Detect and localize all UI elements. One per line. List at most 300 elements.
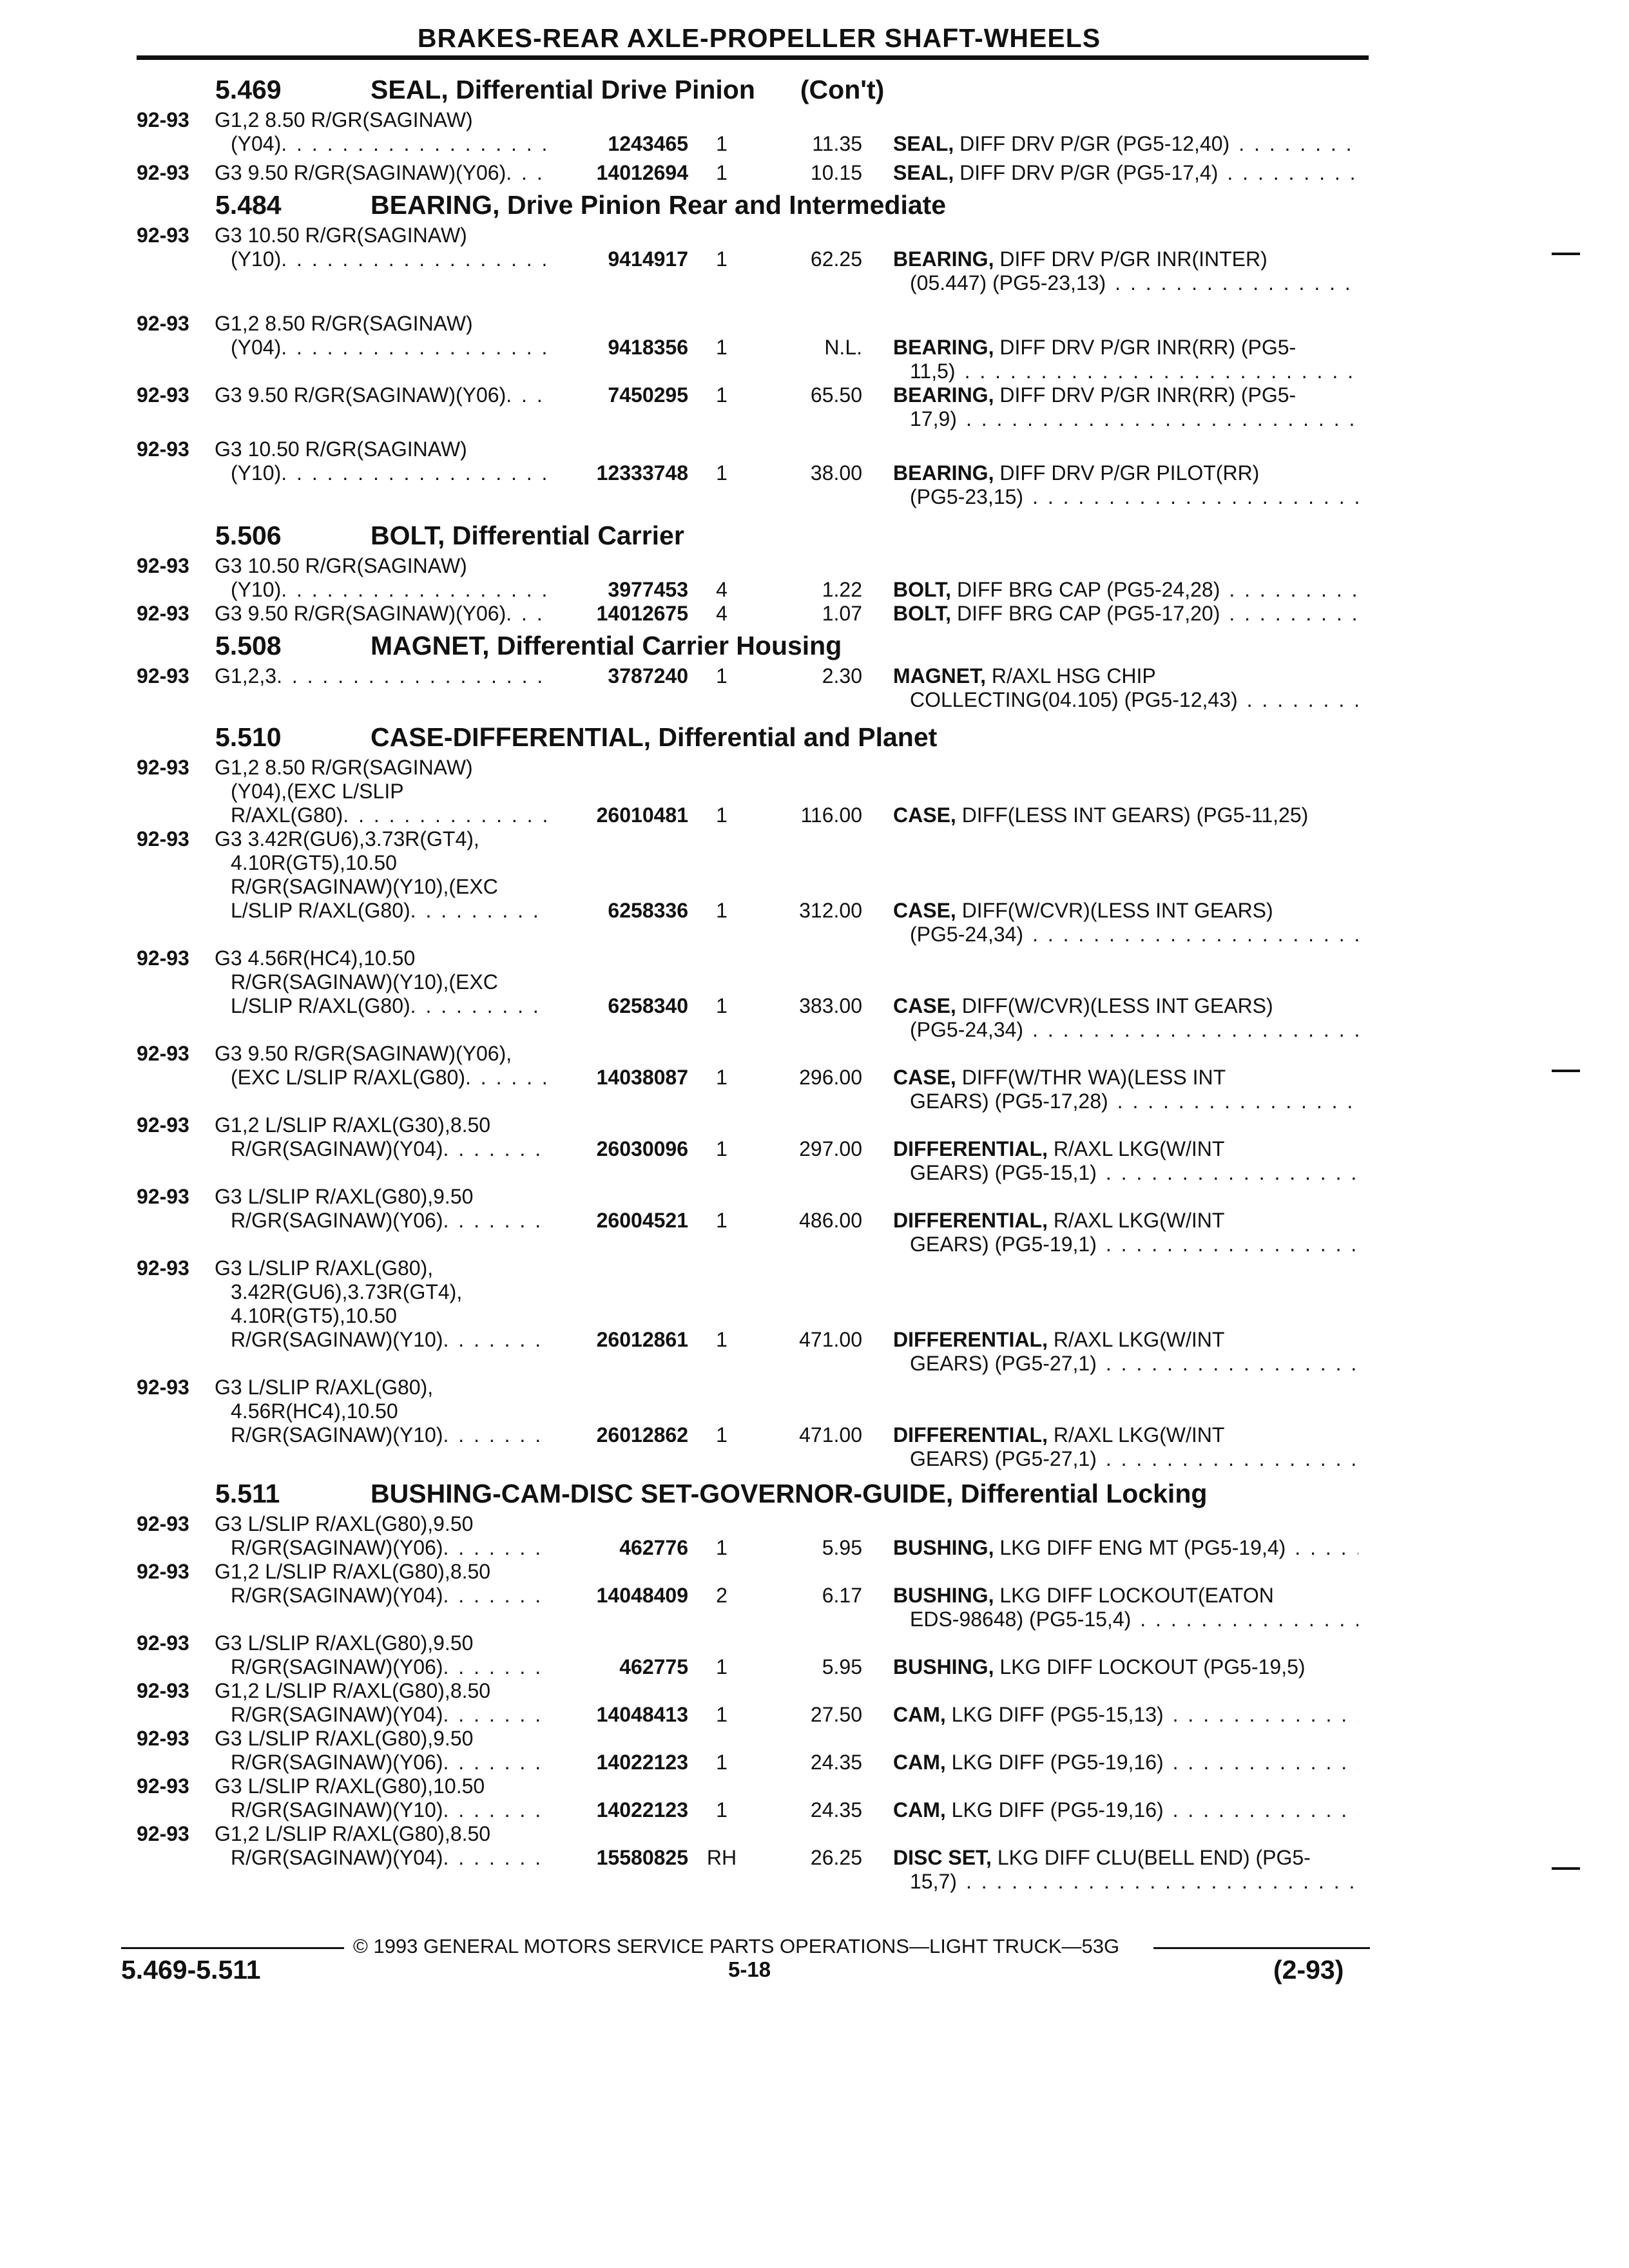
part-keyword: CASE, <box>893 899 956 922</box>
application-line-last <box>215 1209 550 1233</box>
page-header-title: BRAKES-REAR AXLE-PROPELLER SHAFT-WHEELS <box>417 23 1101 53</box>
part-keyword: BOLT, <box>893 602 952 625</box>
model-years: 92-93 <box>137 602 189 625</box>
leader-dots <box>1164 1798 1358 1822</box>
part-number: 3977453 <box>608 578 688 601</box>
leader-dots <box>1097 1233 1358 1256</box>
leader-dots <box>443 1328 550 1352</box>
part-description-text: LKG DIFF LOCKOUT (PG5-19,5) <box>999 1655 1306 1678</box>
part-description-text: 15,7) <box>910 1870 957 1893</box>
parts-entry <box>0 1042 1629 1113</box>
part-number: 26004521 <box>596 1209 688 1232</box>
part-description-text: 17,9) <box>910 407 957 430</box>
model-years: 92-93 <box>137 1512 189 1535</box>
leader-dots <box>443 1584 550 1608</box>
application-line: (Y10) <box>231 247 282 271</box>
price: 65.50 <box>810 383 862 407</box>
part-description-text: (PG5-23,15) <box>910 485 1024 508</box>
application-line-last <box>215 602 550 626</box>
parts-entry <box>0 108 1629 161</box>
part-description-text: LKG DIFF CLU(BELL END) (PG5- <box>997 1846 1311 1869</box>
part-keyword: DIFFERENTIAL, <box>893 1209 1048 1232</box>
leader-dots <box>1220 602 1358 626</box>
price: 62.25 <box>810 247 862 271</box>
part-number: 6258336 <box>608 899 688 922</box>
part-keyword: BEARING, <box>893 247 994 271</box>
part-number: 26010481 <box>596 803 688 827</box>
part-description <box>893 461 1358 509</box>
application-line: R/GR(SAGINAW)(Y10) <box>231 1423 443 1446</box>
application-description <box>215 1560 550 1608</box>
part-keyword: CAM, <box>893 1751 946 1774</box>
parts-entry <box>0 1822 1629 1894</box>
application-line-last <box>215 994 550 1018</box>
leader-dots <box>1238 688 1358 712</box>
part-keyword: CASE, <box>893 803 956 827</box>
parts-entry <box>0 1679 1629 1727</box>
part-number: 462775 <box>619 1655 688 1678</box>
parts-entry <box>0 1256 1629 1376</box>
application-description <box>215 224 550 271</box>
model-years: 92-93 <box>137 1113 189 1137</box>
leader-dots <box>957 407 1358 431</box>
price: 471.00 <box>799 1423 862 1446</box>
leader-dots <box>506 161 550 185</box>
application-line: G3 10.50 R/GR(SAGINAW) <box>215 554 467 577</box>
model-years: 92-93 <box>137 1631 189 1655</box>
price: 27.50 <box>810 1703 862 1726</box>
part-description <box>893 578 1358 602</box>
price: 5.95 <box>822 1536 862 1559</box>
page-range: 5.469-5.511 <box>121 1955 261 1984</box>
part-description-line <box>893 1536 1358 1560</box>
part-description <box>893 803 1358 827</box>
application-line-last <box>215 461 550 485</box>
parts-entry <box>0 1512 1629 1560</box>
part-description-line <box>893 1798 1358 1822</box>
application-description <box>215 827 550 923</box>
part-number: 14022123 <box>596 1798 688 1821</box>
part-description-line <box>893 1447 1358 1471</box>
application-description <box>215 383 550 407</box>
part-description-line <box>893 1423 1358 1447</box>
model-years: 92-93 <box>137 1727 189 1750</box>
application-line-last <box>215 803 550 827</box>
section-number: 5.511 <box>215 1479 280 1508</box>
application-line: G3 10.50 R/GR(SAGINAW) <box>215 224 467 247</box>
model-years: 92-93 <box>137 1185 189 1208</box>
part-description-text: R/AXL LKG(W/INT <box>1053 1328 1225 1351</box>
application-description <box>215 312 550 360</box>
part-description <box>893 1536 1358 1560</box>
application-line: G3 9.50 R/GR(SAGINAW)(Y06) <box>215 161 506 184</box>
part-description-line <box>893 1352 1358 1376</box>
revision-date: (2-93) <box>1273 1955 1344 1984</box>
price: 10.15 <box>810 161 862 184</box>
leader-dots <box>281 247 550 271</box>
application-line: 3.42R(GU6),3.73R(GT4), <box>231 1280 463 1303</box>
parts-entry <box>0 1560 1629 1631</box>
application-description <box>215 437 550 485</box>
part-number: 14038087 <box>596 1066 688 1089</box>
part-description-text: (PG5-24,34) <box>910 1018 1024 1041</box>
application-description <box>215 1185 550 1233</box>
parts-entry <box>0 224 1629 312</box>
parts-entry <box>0 312 1629 383</box>
part-description-line <box>893 1233 1358 1256</box>
quantity: 1 <box>716 1703 728 1726</box>
application-line: G3 9.50 R/GR(SAGINAW)(Y06), <box>215 1042 512 1065</box>
section-title <box>371 75 884 105</box>
part-number: 26030096 <box>596 1137 688 1160</box>
part-number: 462776 <box>619 1536 688 1559</box>
part-number: 15580825 <box>596 1846 688 1869</box>
leader-dots <box>281 578 550 602</box>
part-description-text: LKG DIFF (PG5-19,16) <box>951 1798 1164 1821</box>
section-number: 5.469 <box>215 75 282 104</box>
part-keyword: SEAL, <box>893 161 954 184</box>
parts-entry <box>0 1113 1629 1185</box>
section-heading <box>0 517 1629 554</box>
part-description-text: LKG DIFF (PG5-15,13) <box>951 1703 1164 1726</box>
quantity: 1 <box>716 1751 728 1774</box>
quantity: 1 <box>716 1328 728 1351</box>
part-keyword: CAM, <box>893 1703 946 1726</box>
model-years: 92-93 <box>137 1822 189 1845</box>
part-description-text: DIFF DRV P/GR INR(RR) (PG5- <box>999 383 1296 407</box>
part-description-text: EDS-98648) (PG5-15,4) <box>910 1608 1132 1631</box>
part-number: 9414917 <box>608 247 688 271</box>
application-line-last <box>215 1423 550 1447</box>
application-line: G1,2 L/SLIP R/AXL(G30),8.50 <box>215 1113 491 1137</box>
application-line-last <box>215 1798 550 1822</box>
footer-rule-right <box>1153 1947 1370 1949</box>
price: N.L. <box>824 336 862 359</box>
part-description <box>893 1655 1358 1679</box>
part-keyword: BUSHING, <box>893 1536 994 1559</box>
part-description-line <box>893 247 1358 271</box>
application-description <box>215 664 550 688</box>
model-years: 92-93 <box>137 1376 189 1399</box>
application-line: G3 L/SLIP R/AXL(G80),9.50 <box>215 1185 474 1208</box>
part-description <box>893 383 1358 431</box>
leader-dots <box>1131 1608 1358 1631</box>
part-description <box>893 1137 1358 1185</box>
application-description <box>215 1727 550 1774</box>
part-description <box>893 1584 1358 1631</box>
application-line: G1,2 L/SLIP R/AXL(G80),8.50 <box>215 1679 491 1702</box>
section-title <box>371 190 946 220</box>
application-line-last <box>215 1536 550 1560</box>
part-description-text: DIFF DRV P/GR (PG5-12,40) <box>959 132 1230 155</box>
leader-dots <box>281 461 550 485</box>
quantity: 1 <box>716 1798 728 1821</box>
model-years: 92-93 <box>137 554 189 577</box>
header-rule <box>137 55 1369 60</box>
leader-dots <box>1097 1352 1358 1376</box>
application-line-last <box>215 161 550 185</box>
margin-tick-mark <box>1552 1867 1580 1870</box>
part-number: 14012675 <box>596 602 688 625</box>
application-line: L/SLIP R/AXL(G80) <box>231 899 410 922</box>
application-line: G1,2 8.50 R/GR(SAGINAW) <box>215 108 473 131</box>
leader-dots <box>1164 1751 1358 1774</box>
part-number: 3787240 <box>608 664 688 687</box>
application-description <box>215 756 550 827</box>
leader-dots <box>1097 1447 1358 1471</box>
part-keyword: DISC SET, <box>893 1846 992 1869</box>
part-description-line <box>893 1608 1358 1631</box>
application-description <box>215 1774 550 1822</box>
application-line-last <box>215 132 550 156</box>
application-description <box>215 1512 550 1560</box>
application-line-last <box>215 1328 550 1352</box>
part-description-text: R/AXL LKG(W/INT <box>1053 1209 1225 1232</box>
quantity: 1 <box>716 383 728 407</box>
application-line-last <box>215 1846 550 1870</box>
application-line-last <box>215 1703 550 1727</box>
quantity: 1 <box>716 899 728 922</box>
part-description <box>893 1328 1358 1376</box>
section-heading <box>0 718 1629 756</box>
part-description-line <box>893 578 1358 602</box>
parts-entry <box>0 947 1629 1042</box>
model-years: 92-93 <box>137 108 189 131</box>
part-keyword: SEAL, <box>893 132 954 155</box>
parts-entry <box>0 827 1629 947</box>
section-title-text: CASE-DIFFERENTIAL, Differential and Planet <box>371 722 938 752</box>
section-number: 5.484 <box>215 190 282 220</box>
part-keyword: BEARING, <box>893 461 994 485</box>
part-description-text: LKG DIFF ENG MT (PG5-19,4) <box>999 1536 1286 1559</box>
leader-dots <box>1097 1161 1358 1185</box>
price: 2.30 <box>822 664 862 687</box>
part-keyword: BUSHING, <box>893 1655 994 1678</box>
part-keyword: BOLT, <box>893 578 952 601</box>
leader-dots <box>465 1066 550 1090</box>
section-title <box>371 1479 1207 1509</box>
price: 296.00 <box>799 1066 862 1089</box>
part-keyword: DIFFERENTIAL, <box>893 1137 1048 1160</box>
part-description-line <box>893 664 1358 688</box>
section-title-text: MAGNET, Differential Carrier Housing <box>371 631 842 660</box>
part-keyword: BEARING, <box>893 336 994 359</box>
leader-dots <box>1023 923 1358 947</box>
application-description <box>215 1679 550 1727</box>
leader-dots <box>506 602 550 626</box>
application-description <box>215 1113 550 1161</box>
application-line: G3 L/SLIP R/AXL(G80),9.50 <box>215 1512 474 1535</box>
application-line-last <box>215 247 550 271</box>
part-description <box>893 336 1358 383</box>
part-keyword: CASE, <box>893 1066 956 1089</box>
section-number: 5.506 <box>215 521 282 550</box>
part-description-text: DIFF BRG CAP (PG5-17,20) <box>956 602 1220 625</box>
part-number: 1243465 <box>608 132 688 155</box>
application-line: R/GR(SAGINAW)(Y10) <box>231 1328 443 1351</box>
model-years: 92-93 <box>137 312 189 335</box>
application-line: R/GR(SAGINAW)(Y06) <box>231 1751 443 1774</box>
quantity: 1 <box>716 664 728 687</box>
part-number: 14048413 <box>596 1703 688 1726</box>
part-description-text: DIFF DRV P/GR INR(RR) (PG5- <box>999 336 1296 359</box>
part-description-line <box>893 1870 1358 1894</box>
part-number: 26012862 <box>596 1423 688 1446</box>
part-number: 14022123 <box>596 1751 688 1774</box>
model-years: 92-93 <box>137 1774 189 1798</box>
part-description-text: GEARS) (PG5-27,1) <box>910 1447 1097 1470</box>
part-description-line <box>893 383 1358 407</box>
application-line: L/SLIP R/AXL(G80) <box>231 994 410 1017</box>
price: 26.25 <box>810 1846 862 1869</box>
leader-dots <box>1229 132 1358 156</box>
part-description-line <box>893 1655 1358 1679</box>
quantity: 4 <box>716 578 728 601</box>
application-line-last <box>215 336 550 360</box>
leader-dots <box>443 1137 550 1161</box>
part-description-line <box>893 803 1358 827</box>
part-description-line <box>893 485 1358 509</box>
leader-dots <box>281 132 550 156</box>
part-description-line <box>893 1066 1358 1090</box>
application-line: (Y10) <box>231 461 282 485</box>
leader-dots <box>506 383 550 407</box>
part-description <box>893 247 1358 295</box>
part-description-line <box>893 1161 1358 1185</box>
application-line: R/GR(SAGINAW)(Y04) <box>231 1584 443 1607</box>
leader-dots <box>956 360 1358 383</box>
application-line: R/GR(SAGINAW)(Y04) <box>231 1703 443 1726</box>
part-keyword: DIFFERENTIAL, <box>893 1328 1048 1351</box>
part-description-line <box>893 1090 1358 1113</box>
application-line: G3 L/SLIP R/AXL(G80), <box>215 1376 434 1399</box>
leader-dots <box>343 803 550 827</box>
price: 1.07 <box>822 602 862 625</box>
section-title <box>371 631 842 661</box>
part-description-text: LKG DIFF LOCKOUT(EATON <box>999 1584 1274 1607</box>
application-description <box>215 108 550 156</box>
quantity: 1 <box>716 1137 728 1160</box>
model-years: 92-93 <box>137 827 189 850</box>
application-line-last <box>215 1751 550 1774</box>
section-title <box>371 722 937 753</box>
part-description <box>893 664 1358 712</box>
part-description-line <box>893 1018 1358 1042</box>
application-line: G1,2 L/SLIP R/AXL(G80),8.50 <box>215 1560 491 1583</box>
parts-entry <box>0 602 1629 627</box>
model-years: 92-93 <box>137 1256 189 1280</box>
part-description-text: R/AXL LKG(W/INT <box>1053 1137 1225 1160</box>
part-description-line <box>893 923 1358 947</box>
leader-dots <box>443 1798 550 1822</box>
application-description <box>215 602 550 626</box>
model-years: 92-93 <box>137 1560 189 1583</box>
part-description-text: (PG5-24,34) <box>910 923 1024 946</box>
model-years: 92-93 <box>137 224 189 247</box>
margin-tick-mark <box>1552 253 1580 255</box>
part-number: 9418356 <box>608 336 688 359</box>
application-line-last <box>215 1584 550 1608</box>
part-description-line <box>893 461 1358 485</box>
parts-entry <box>0 161 1629 186</box>
section-heading <box>0 627 1629 664</box>
application-line-last <box>215 1066 550 1090</box>
part-description-line <box>893 899 1358 923</box>
part-description-line <box>893 1584 1358 1608</box>
model-years: 92-93 <box>137 161 189 184</box>
part-description-line <box>893 994 1358 1018</box>
model-years: 92-93 <box>137 756 189 779</box>
part-description-text: DIFF DRV P/GR (PG5-17,4) <box>959 161 1219 184</box>
price: 471.00 <box>799 1328 862 1351</box>
part-description <box>893 899 1358 947</box>
part-description <box>893 602 1358 626</box>
price: 11.35 <box>812 132 862 155</box>
copyright-notice: © 1993 GENERAL MOTORS SERVICE PARTS OPERATIONS—LIGHT TRUCK—53G <box>353 1935 1120 1957</box>
part-description-text: GEARS) (PG5-27,1) <box>910 1352 1097 1375</box>
quantity: 4 <box>716 602 728 625</box>
part-description <box>893 1846 1358 1894</box>
part-number: 14012694 <box>596 161 688 184</box>
quantity: 1 <box>716 461 728 485</box>
application-description <box>215 1376 550 1447</box>
part-description-text: DIFF(W/THR WA)(LESS INT <box>961 1066 1226 1089</box>
application-line: G3 4.56R(HC4),10.50 <box>215 947 416 970</box>
price: 24.35 <box>810 1751 862 1774</box>
leader-dots <box>443 1536 550 1560</box>
section-title <box>371 521 684 551</box>
quantity: 1 <box>716 336 728 359</box>
model-years: 92-93 <box>137 437 189 461</box>
part-description-text: DIFF BRG CAP (PG5-24,28) <box>956 578 1220 601</box>
part-description-line <box>893 602 1358 626</box>
quantity: RH <box>706 1846 737 1869</box>
model-years: 92-93 <box>137 1679 189 1702</box>
leader-dots <box>443 1846 550 1870</box>
leader-dots <box>443 1751 550 1774</box>
application-line: G1,2,3 <box>215 664 277 687</box>
leader-dots <box>957 1870 1358 1894</box>
price: 383.00 <box>799 994 862 1017</box>
application-line: R/GR(SAGINAW)(Y10),(EXC <box>231 970 498 994</box>
part-description <box>893 1066 1358 1113</box>
part-description <box>893 1209 1358 1256</box>
leader-dots <box>1108 1090 1358 1113</box>
quantity: 1 <box>716 161 728 184</box>
application-line-last <box>215 383 550 407</box>
part-keyword: CAM, <box>893 1798 946 1821</box>
part-description-text: LKG DIFF (PG5-19,16) <box>951 1751 1164 1774</box>
part-description-text: 11,5) <box>910 360 956 383</box>
quantity: 1 <box>716 1209 728 1232</box>
part-description-line <box>893 1703 1358 1727</box>
application-description <box>215 1256 550 1352</box>
application-line: R/GR(SAGINAW)(Y06) <box>231 1536 443 1559</box>
section-title-text: BEARING, Drive Pinion Rear and Intermediate <box>371 190 947 220</box>
model-years: 92-93 <box>137 664 189 687</box>
application-line-last <box>215 578 550 602</box>
price: 5.95 <box>822 1655 862 1678</box>
parts-entry <box>0 1631 1629 1679</box>
application-line: (Y10) <box>231 578 282 601</box>
application-line: G3 L/SLIP R/AXL(G80),10.50 <box>215 1774 485 1798</box>
part-description-text: DIFF(W/CVR)(LESS INT GEARS) <box>961 994 1273 1017</box>
part-description-line <box>893 1137 1358 1161</box>
part-number: 6258340 <box>608 994 688 1017</box>
application-line: R/GR(SAGINAW)(Y10),(EXC <box>231 875 498 898</box>
part-description-line <box>893 1846 1358 1870</box>
application-line: 4.10R(GT5),10.50 <box>231 1304 397 1327</box>
